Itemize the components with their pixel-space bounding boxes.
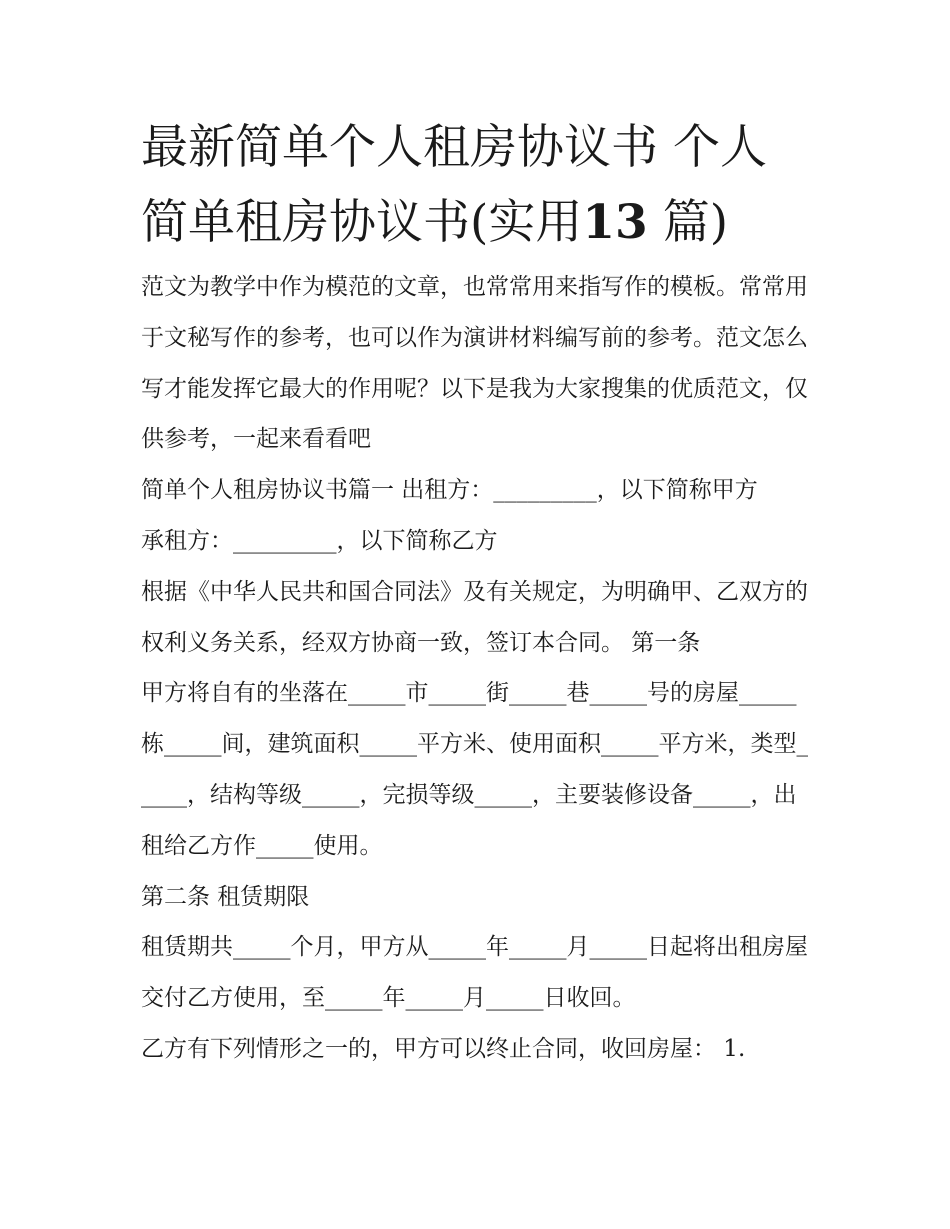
basis-paragraph: 根据《中华人民共和国合同法》及有关规定，为明确甲、乙双方的权利义务关系，经双方协商一致，签订本合同。 第一条 <box>141 578 808 656</box>
lessee-line: 承租方：_________，以下简称乙方 <box>141 527 498 554</box>
title-number: 13 <box>582 195 648 250</box>
termination-paragraph: 乙方有下列情形之一的，甲方可以终止合同，收回房屋： 1. <box>141 1035 746 1062</box>
title-line-1: 最新简单个人租房协议书 个人 <box>141 120 767 175</box>
lessor-line: 简单个人租房协议书篇一 出租方：_________，以下简称甲方 <box>141 477 758 504</box>
lease-term-paragraph: 租赁期共_____个月，甲方从_____年_____月_____日起将出租房屋交付乙方使用，至_____年_____月_____日收回。 <box>141 934 808 1012</box>
article-1-paragraph: 甲方将自有的坐落在_____市_____街_____巷_____号的房屋_____栋_____间，建筑面积_____平方米、使用面积_____平方米，类型_____，结构等级_____，完损等级_____，主要装修设备_____，出租给乙方作_____使用。 <box>141 680 808 859</box>
document-title <box>141 110 813 260</box>
intro-paragraph: 范文为教学中作为模范的文章，也常常用来指写作的模板。常常用于文秘写作的参考，也可以作为演讲材料编写前的参考。范文怎么写才能发挥它最大的作用呢？以下是我为大家搜集的优质范文，仅供参考，一起来看看吧 <box>141 274 808 453</box>
title-line-2: 简单租房协议书(实用 <box>141 195 583 250</box>
title-end: 篇) <box>647 195 729 250</box>
document-page <box>141 110 813 1075</box>
article-2-heading: 第二条 租赁期限 <box>141 883 310 910</box>
